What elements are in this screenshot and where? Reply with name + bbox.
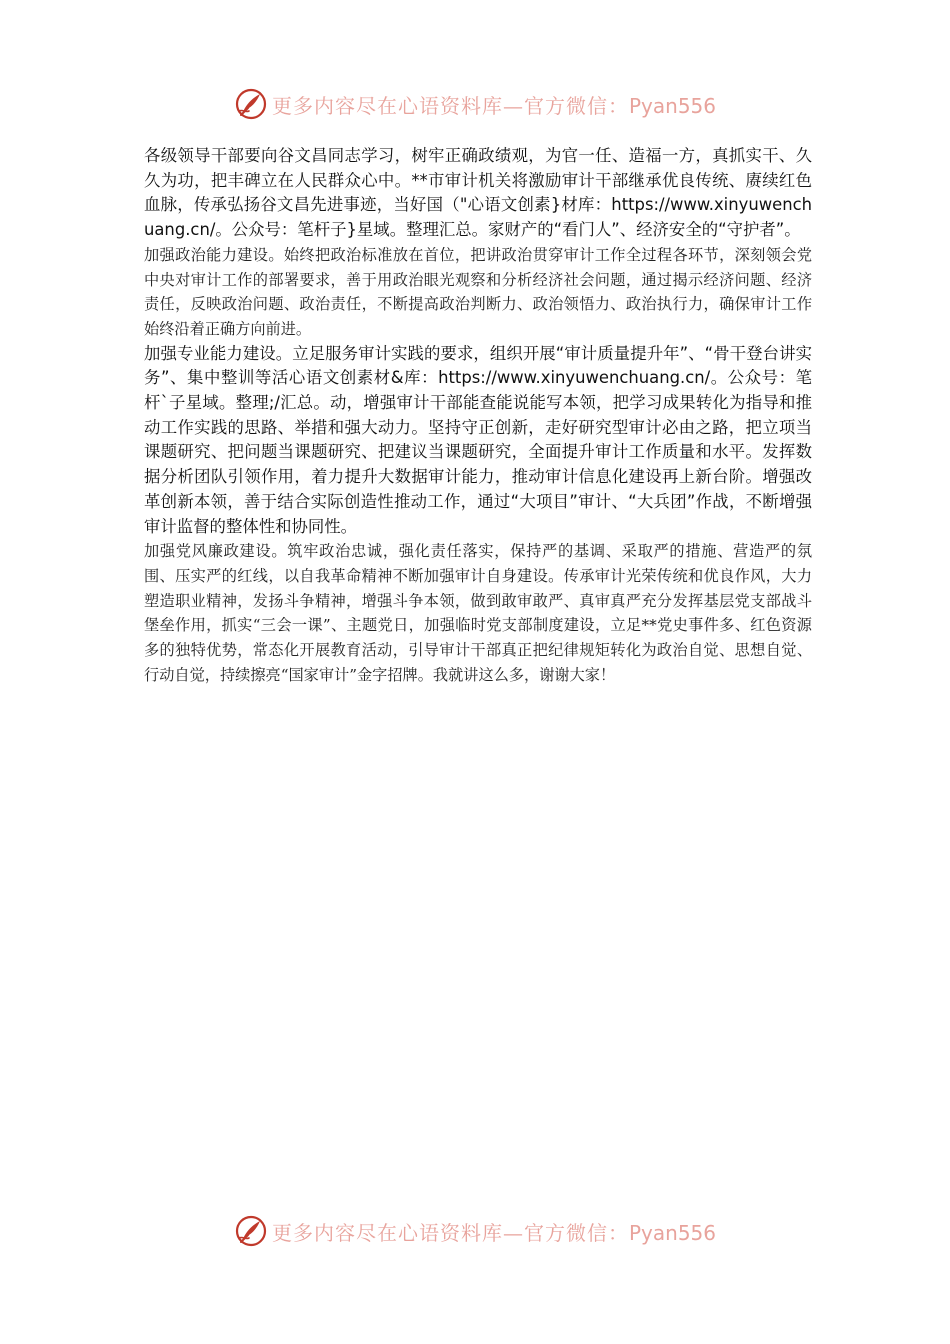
footer-banner-handle: Pyan556 (628, 1220, 716, 1245)
footer-watermark-banner (0, 1211, 950, 1251)
quill-logo-icon (234, 1214, 268, 1248)
paragraph-intro: 各级领导干部要向谷文昌同志学习，树牢正确政绩观，为官一任、造福一方，真抓实干、久久为功，把丰碑立在人民群众心中。**市审计机关将激励审计干部继承优良传统、赓续红色血脉，传承弘扬谷文昌先进事迹，当好国（"心语文创素}材库：https://www.xinyuwenchuang.cn/。公众号：笔杆子}星域。整理汇总。家财产的“看门人”、经济安全的“守护者”。 (144, 146, 812, 240)
paragraph-integrity: 加强党风廉政建设。筑牢政治忠诚，强化责任落实，保持严的基调、采取严的措施、营造严的氛围、压实严的红线，以自我革命精神不断加强审计自身建设。传承审计光荣传统和优良作风，大力塑造职业精神，发扬斗争精神，增强斗争本领，做到敢审敢严、真审真严充分发挥基层党支部战斗堡垒作用，抓实“三会一课”、主题党日，加强临时党支部制度建设，立足**党史事件多、红色资源多的独特优势，常态化开展教育活动，引导审计干部真正把纪律规矩转化为政治自觉、思想自觉、行动自觉，持续擦亮“国家审计”金字招牌。我就讲这么多，谢谢大家！ (144, 542, 812, 684)
document-body (144, 144, 812, 687)
quill-logo-icon (234, 87, 268, 121)
paragraph-professional-ability: 加强专业能力建设。立足服务审计实践的要求，组织开展“审计质量提升年”、“骨干登台讲实务”、集中整训等活心语文创素材&库：https://www.xinyuwenchuang.cn/。公众号：笔杆`子星域。整理;/汇总。动，增强审计干部能查能说能写本领，把学习成果转化为指导和推动工作实践的思路、举措和强大动力。坚持守正创新，走好研究型审计必由之路，把立项当课题研究、把问题当课题研究、把建议当课题研究，全面提升审计工作质量和水平。发挥数据分析团队引领作用，着力提升大数据审计能力，推动审计信息化建设再上新台阶。增强改革创新本领，善于结合实际创造性推动工作，通过“大项目”审计、“大兵团”作战，不断增强审计监督的整体性和协同性。 (144, 343, 812, 536)
header-banner-text: 更多内容尽在心语资料库—官方微信：Pyan556 (271, 93, 716, 118)
header-banner-handle: Pyan556 (628, 93, 716, 118)
footer-banner-text: 更多内容尽在心语资料库—官方微信：Pyan556 (271, 1220, 716, 1245)
header-watermark-banner (0, 84, 950, 124)
paragraph-political-ability: 加强政治能力建设。始终把政治标准放在首位，把讲政治贯穿审计工作全过程各环节，深刻领会党中央对审计工作的部署要求，善于用政治眼光观察和分析经济社会问题，通过揭示经济问题、经济责任，反映政治问题、政治责任，不断提高政治判断力、政治领悟力、政治执行力，确保审计工作始终沿着正确方向前进。 (144, 245, 812, 338)
